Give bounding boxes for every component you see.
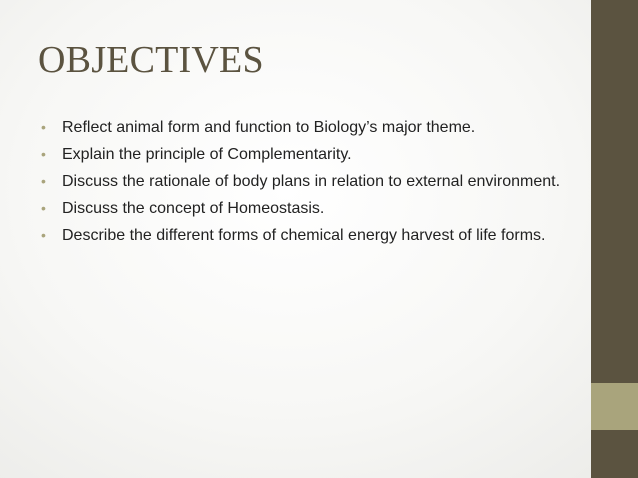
bullet-icon: • [41, 200, 46, 216]
bullet-item [38, 143, 568, 166]
bullet-text: Discuss the concept of Homeostasis. [62, 200, 325, 217]
slide-title: OBJECTIVES [38, 39, 264, 81]
bullet-text: Reflect animal form and function to Biology’s major theme. [62, 119, 476, 136]
bullet-item [38, 224, 568, 247]
bullet-icon: • [41, 227, 46, 243]
bullet-text: Discuss the rationale of body plans in relation to external environment. [62, 173, 561, 190]
bullet-text: Describe the different forms of chemical energy harvest of life forms. [62, 227, 546, 244]
bullet-list [38, 116, 568, 251]
bullet-icon: • [41, 146, 46, 162]
bullet-icon: • [41, 119, 46, 135]
bullet-item [38, 197, 568, 220]
bullet-icon: • [41, 173, 46, 189]
bullet-text: Explain the principle of Complementarity. [62, 146, 352, 163]
side-accent-block [591, 383, 638, 430]
bullet-item [38, 116, 568, 139]
bullet-item [38, 170, 568, 193]
